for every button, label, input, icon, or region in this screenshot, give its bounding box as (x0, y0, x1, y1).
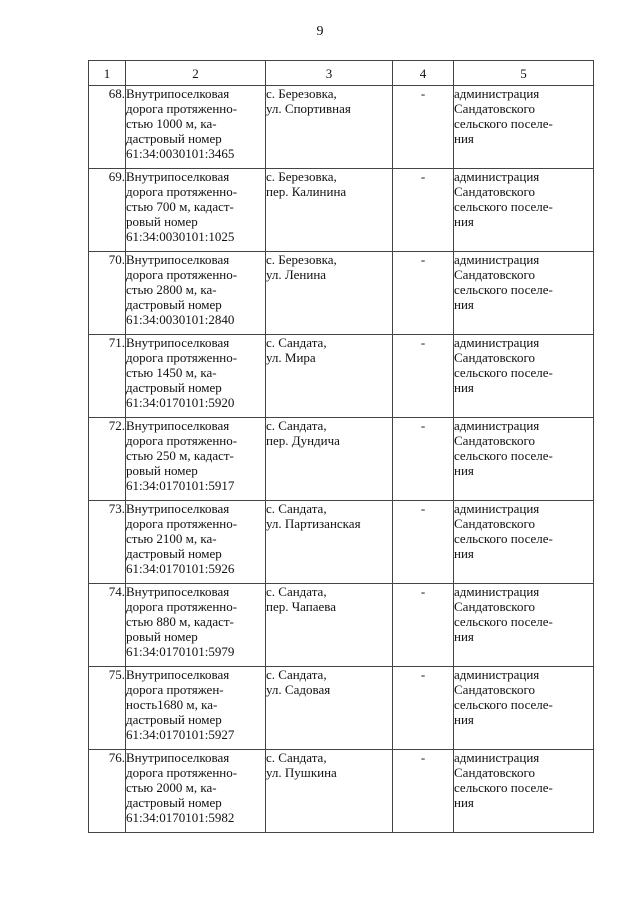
column-4-value: - (393, 501, 454, 584)
object-name: Внутрипоселковая дорога протяженно- стью 2800 м, ка- дастровый номер 61:34:0030101:2840 (126, 252, 266, 335)
table-row (89, 584, 594, 667)
owner: администрация Сандатовского сельского поселе- ния (454, 86, 594, 169)
owner: администрация Сандатовского сельского поселе- ния (454, 252, 594, 335)
row-number: 68. (89, 86, 126, 169)
column-header-5: 5 (454, 61, 594, 86)
owner: администрация Сандатовского сельского поселе- ния (454, 335, 594, 418)
property-registry-table (88, 60, 594, 833)
row-number: 72. (89, 418, 126, 501)
column-header-2: 2 (126, 61, 266, 86)
owner: администрация Сандатовского сельского поселе- ния (454, 501, 594, 584)
column-4-value: - (393, 86, 454, 169)
row-number: 71. (89, 335, 126, 418)
column-4-value: - (393, 252, 454, 335)
table-row (89, 750, 594, 833)
row-number: 70. (89, 252, 126, 335)
column-4-value: - (393, 584, 454, 667)
object-address: с. Березовка, ул. Ленина (266, 252, 393, 335)
object-name: Внутрипоселковая дорога протяженно- стью 700 м, кадаст- ровый номер 61:34:0030101:1025 (126, 169, 266, 252)
row-number: 74. (89, 584, 126, 667)
column-4-value: - (393, 750, 454, 833)
column-header-4: 4 (393, 61, 454, 86)
object-name: Внутрипоселковая дорога протяженно- стью 1450 м, ка- дастровый номер 61:34:0170101:5920 (126, 335, 266, 418)
row-number: 75. (89, 667, 126, 750)
object-address: с. Березовка, пер. Калинина (266, 169, 393, 252)
column-header-3: 3 (266, 61, 393, 86)
table-header-row (89, 61, 594, 86)
object-address: с. Сандата, ул. Партизанская (266, 501, 393, 584)
object-name: Внутрипоселковая дорога протяженно- стью 2000 м, ка- дастровый номер 61:34:0170101:5982 (126, 750, 266, 833)
column-4-value: - (393, 667, 454, 750)
owner: администрация Сандатовского сельского поселе- ния (454, 418, 594, 501)
object-address: с. Сандата, ул. Пушкина (266, 750, 393, 833)
column-4-value: - (393, 335, 454, 418)
column-4-value: - (393, 418, 454, 501)
table-row (89, 667, 594, 750)
table-row (89, 169, 594, 252)
object-address: с. Сандата, пер. Чапаева (266, 584, 393, 667)
row-number: 73. (89, 501, 126, 584)
page-number: 9 (316, 24, 324, 39)
object-name: Внутрипоселковая дорога протяженно- стью 1000 м, ка- дастровый номер 61:34:0030101:3465 (126, 86, 266, 169)
column-4-value: - (393, 169, 454, 252)
table-row (89, 501, 594, 584)
table-row (89, 335, 594, 418)
owner: администрация Сандатовского сельского поселе- ния (454, 750, 594, 833)
object-address: с. Березовка, ул. Спортивная (266, 86, 393, 169)
column-header-1: 1 (89, 61, 126, 86)
object-name: Внутрипоселковая дорога протяженно- стью 250 м, кадаст- ровый номер 61:34:0170101:5917 (126, 418, 266, 501)
table-row (89, 86, 594, 169)
row-number: 69. (89, 169, 126, 252)
row-number: 76. (89, 750, 126, 833)
owner: администрация Сандатовского сельского поселе- ния (454, 169, 594, 252)
owner: администрация Сандатовского сельского поселе- ния (454, 667, 594, 750)
object-address: с. Сандата, ул. Садовая (266, 667, 393, 750)
object-name: Внутрипоселковая дорога протяжен- ность1680 м, ка- дастровый номер 61:34:0170101:5927 (126, 667, 266, 750)
owner: администрация Сандатовского сельского поселе- ния (454, 584, 594, 667)
object-name: Внутрипоселковая дорога протяженно- стью 2100 м, ка- дастровый номер 61:34:0170101:5926 (126, 501, 266, 584)
table-row (89, 418, 594, 501)
object-address: с. Сандата, ул. Мира (266, 335, 393, 418)
object-address: с. Сандата, пер. Дундича (266, 418, 393, 501)
object-name: Внутрипоселковая дорога протяженно- стью 880 м, кадаст- ровый номер 61:34:0170101:5979 (126, 584, 266, 667)
table-row (89, 252, 594, 335)
